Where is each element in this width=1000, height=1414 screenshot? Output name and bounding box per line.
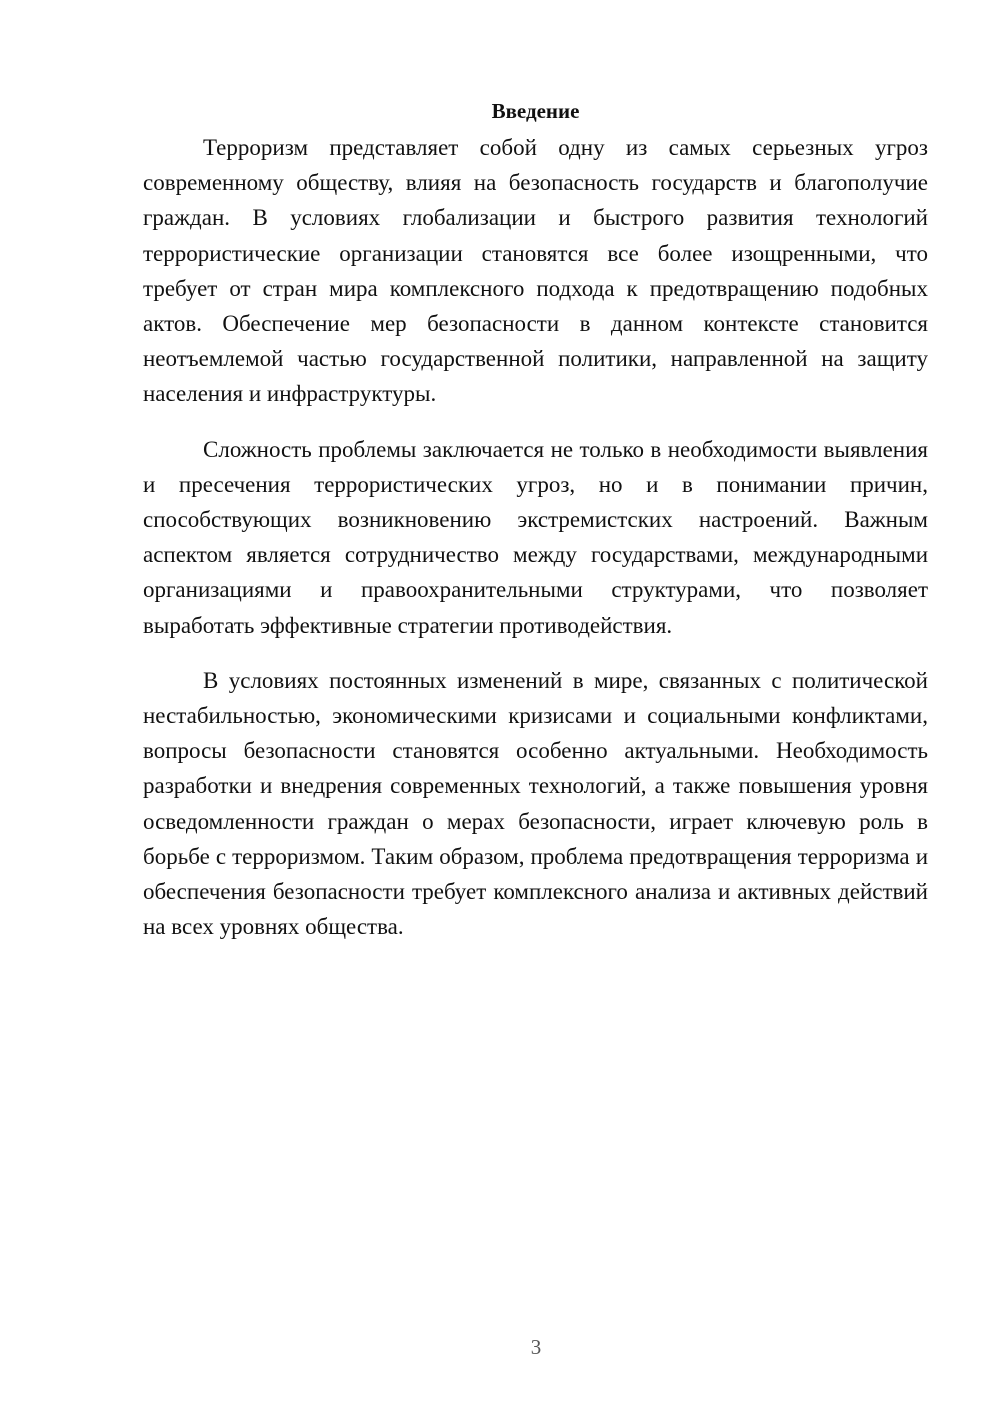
page-number: 3 bbox=[530, 1335, 542, 1359]
paragraph-3: В условиях постоянных изменений в мире, связанных с политической нестабильностью, экономическими кризисами и социальными конфликтами, вопросы безопасности становятся особенно актуальными. Необходимость разработки и внедрения современных технологий, а также повышения уровня осведомленности граждан о мерах безопасности, играет ключевую роль в борьбе с терроризмом. Таким образом, проблема предотвращения терроризма и обеспечения безопасности требует комплексного анализа и активных действий на всех уровнях общества. bbox=[143, 667, 928, 940]
paragraph-1: Терроризм представляет собой одну из самых серьезных угроз современному обществу, влияя на безопасность государств и благополучие граждан. В условиях глобализации и быстрого развития технологий террористические организации становятся все более изощренными, что требует от стран мира комплексного подхода к предотвращению подобных актов. Обеспечение мер безопасности в данном контексте становится неотъемлемой частью государственной политики, направленной на защиту населения и инфраструктуры. bbox=[143, 135, 928, 407]
paragraph-2: Сложность проблемы заключается не только в необходимости выявления и пресечения террористических угроз, но и в понимании причин, способствующих возникновению экстремистских настроений. Важным аспектом является сотрудничество между государствами, международными организациями и правоохранительными структурами, что позволяет выработать эффективные стратегии противодействия. bbox=[143, 436, 928, 638]
section-heading: Введение bbox=[491, 99, 580, 123]
page-content bbox=[143, 96, 928, 964]
